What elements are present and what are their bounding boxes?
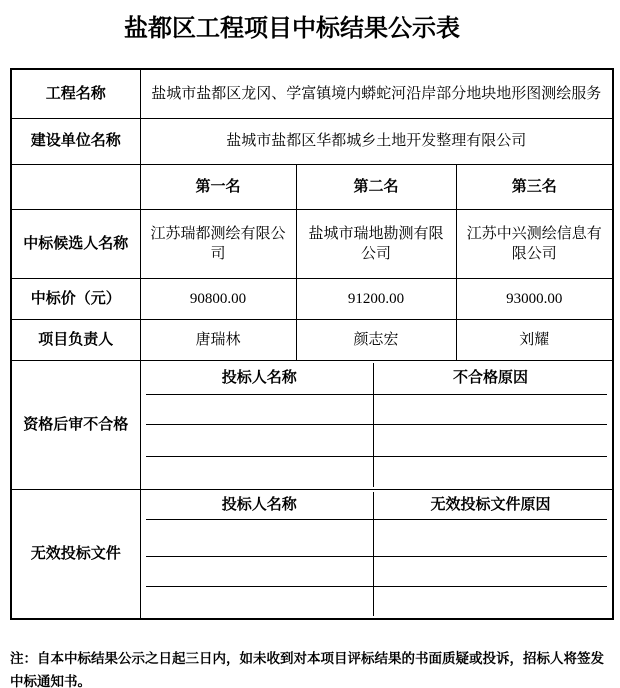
manager-first: 唐瑞林 [140,319,296,360]
unqualified-reason-cell [374,457,608,487]
owner-label: 建设单位名称 [11,118,140,164]
unqualified-subtable-cell [140,360,613,489]
owner-value: 盐城市盐都区华都城乡土地开发整理有限公司 [140,118,613,164]
price-first: 90800.00 [140,278,296,319]
unqualified-bidder-cell [146,425,374,457]
unqualified-reason-header: 不合格原因 [374,363,608,395]
bid-result-table [10,68,614,620]
price-row [11,278,613,319]
rank-header-row [11,164,613,209]
candidate-third: 江苏中兴测绘信息有限公司 [456,209,613,278]
invalid-bidder-cell [146,520,374,557]
project-name-row [11,69,613,118]
unqualified-bidder-cell [146,457,374,487]
rank-header-first: 第一名 [140,164,296,209]
project-name-value: 盐城市盐都区龙冈、学富镇境内蟒蛇河沿岸部分地块地形图测绘服务 [140,69,613,118]
unqualified-section-label: 资格后审不合格 [11,360,140,489]
page-title: 盐都区工程项目中标结果公示表 [124,16,460,42]
candidates-label: 中标候选人名称 [11,209,140,278]
invalid-bidder-cell [146,587,374,616]
invalid-empty-row [146,557,608,587]
invalid-header-row [146,492,608,520]
invalid-reason-header: 无效投标文件原因 [374,492,608,520]
invalid-subtable [146,492,608,616]
invalid-section-row [11,489,613,619]
invalid-bidder-cell [146,557,374,587]
candidate-first: 江苏瑞都测绘有限公司 [140,209,296,278]
manager-label: 项目负责人 [11,319,140,360]
candidate-second: 盐城市瑞地勘测有限公司 [296,209,456,278]
invalid-reason-cell [374,557,608,587]
footnote: 注：自本中标结果公示之日起三日内，如未收到对本项目评标结果的书面质疑或投诉，招标人将签发中标通知书。 [10,650,604,688]
candidates-row [11,209,613,278]
invalid-subtable-cell [140,489,613,619]
unqualified-empty-row [146,457,608,487]
rank-header-third: 第三名 [456,164,613,209]
unqualified-reason-cell [374,425,608,457]
unqualified-empty-row [146,425,608,457]
price-label: 中标价（元） [11,278,140,319]
owner-row [11,118,613,164]
unqualified-subtable [146,363,608,487]
unqualified-reason-cell [374,395,608,425]
rank-header-second: 第二名 [296,164,456,209]
rank-header-empty-cell [11,164,140,209]
unqualified-bidder-header: 投标人名称 [146,363,374,395]
invalid-empty-row [146,520,608,557]
invalid-reason-cell [374,520,608,557]
invalid-bidder-header: 投标人名称 [146,492,374,520]
invalid-reason-cell [374,587,608,616]
price-third: 93000.00 [456,278,613,319]
manager-row [11,319,613,360]
invalid-empty-row [146,587,608,616]
unqualified-section-row [11,360,613,489]
unqualified-bidder-cell [146,395,374,425]
invalid-section-label: 无效投标文件 [11,489,140,619]
unqualified-header-row [146,363,608,395]
manager-second: 颜志宏 [296,319,456,360]
project-name-label: 工程名称 [11,69,140,118]
price-second: 91200.00 [296,278,456,319]
unqualified-empty-row [146,395,608,425]
manager-third: 刘耀 [456,319,613,360]
